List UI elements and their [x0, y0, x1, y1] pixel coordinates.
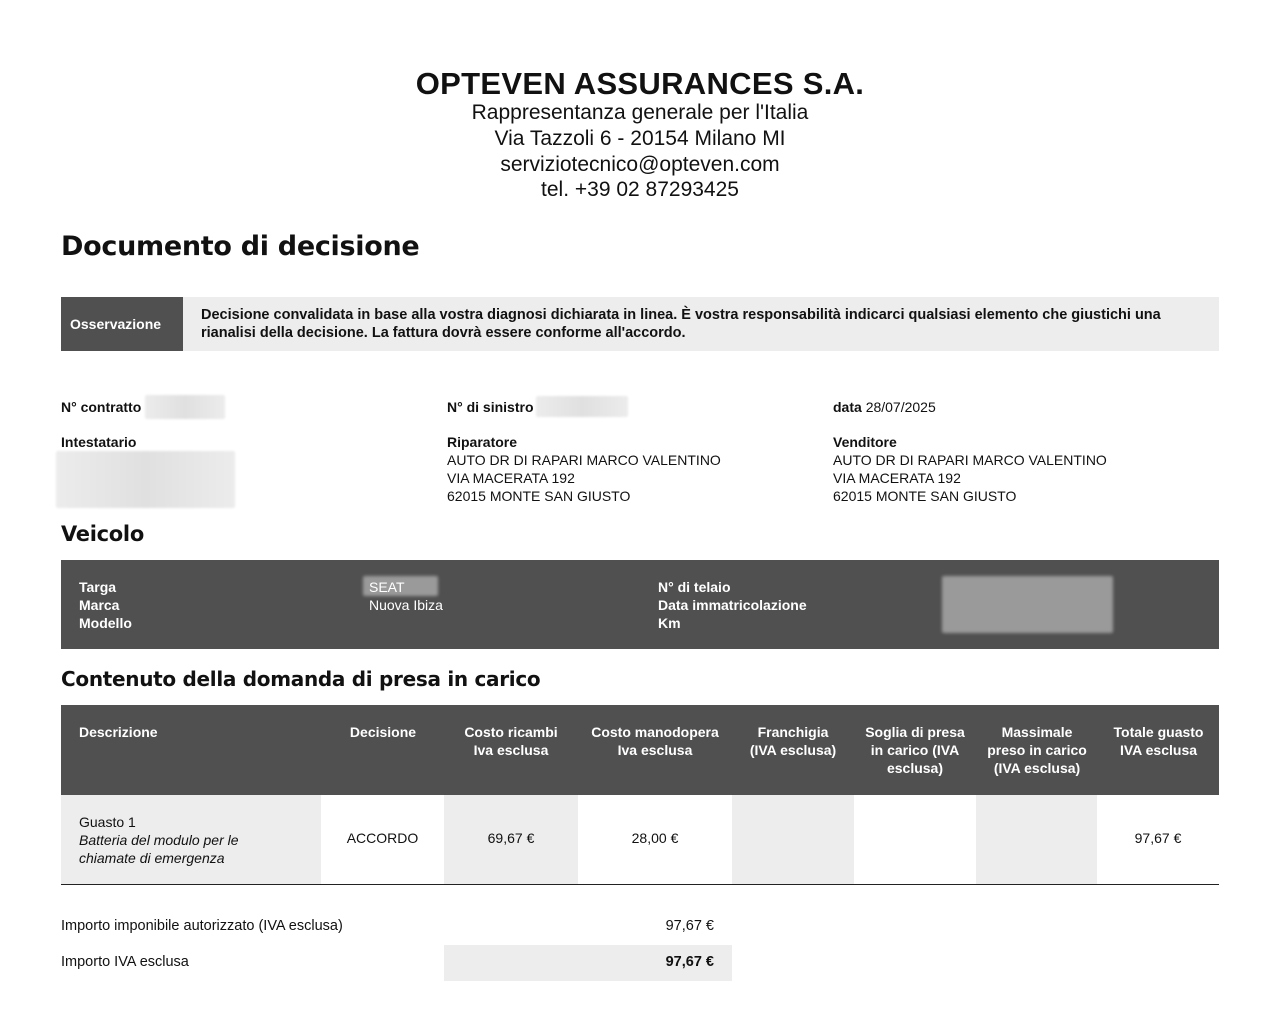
model-value: Nuova Ibiza [369, 597, 443, 613]
vehicle-box [61, 560, 1219, 649]
description-cell [61, 795, 321, 884]
deductible-cell [732, 795, 854, 884]
date-label: data [833, 399, 862, 415]
net-amount-value: 97,67 € [665, 954, 714, 970]
vin-label: N° di telaio [658, 579, 731, 595]
seller-city: 62015 MONTE SAN GIUSTO [833, 488, 1017, 504]
net-amount-label: Importo IVA esclusa [61, 954, 189, 970]
col-description: Descrizione [79, 724, 158, 740]
repairer-city: 62015 MONTE SAN GIUSTO [447, 488, 631, 504]
decision-cell [321, 795, 444, 884]
contract-label: N° contratto [61, 399, 142, 415]
taxable-amount-value: 97,67 € [665, 918, 714, 934]
company-address: Via Tazzoli 6 - 20154 Milano MI [494, 127, 786, 150]
make-value: SEAT [369, 579, 405, 595]
total-cell [1097, 795, 1219, 884]
km-label: Km [658, 615, 681, 631]
observation-text: Decisione convalidata in base alla vostra diagnosi dichiarata in linea. È vostra responsabilità indicarci qualsiasi elemento che giustichi una rianalisi della decisione. La fattura dovrà essere conforme all'accordo. [201, 307, 1161, 341]
taxable-amount-label: Importo imponibile autorizzato (IVA esclusa) [61, 918, 343, 934]
col-parts-cost: Costo ricambi Iva esclusa [464, 724, 558, 758]
col-deductible: Franchigia (IVA esclusa) [749, 724, 837, 758]
col-labor-cost: Costo manodopera Iva esclusa [591, 724, 719, 758]
date-value: 28/07/2025 [865, 399, 936, 415]
company-email: serviziotecnico@opteven.com [500, 153, 780, 176]
make-label: Marca [79, 597, 120, 613]
col-ceiling: Massimale preso in carico (IVA esclusa) [987, 724, 1087, 776]
fault-description-line2: chiamate di emergenza [79, 850, 225, 866]
seller-block [833, 433, 1107, 505]
vehicle-details-redacted [942, 576, 1113, 633]
col-threshold: Soglia di presa in carico (IVA esclusa) [865, 724, 965, 776]
seller-street: VIA MACERATA 192 [833, 470, 961, 486]
contract-number-redacted [145, 395, 225, 419]
holder-label: Intestatario [61, 434, 137, 450]
col-decision: Decisione [349, 724, 417, 740]
observation-box [61, 297, 1219, 351]
claim-table-header [61, 705, 1219, 795]
claim-number-redacted [536, 396, 628, 417]
ceiling-cell [976, 795, 1097, 884]
company-name: OPTEVEN ASSURANCES S.A. [415, 66, 865, 101]
seller-name: AUTO DR DI RAPARI MARCO VALENTINO [833, 452, 1107, 468]
claim-label: N° di sinistro [447, 399, 534, 415]
seller-label: Venditore [833, 434, 897, 450]
observation-label: Osservazione [61, 297, 183, 351]
company-phone: tel. +39 02 87293425 [541, 178, 739, 201]
page-title: Documento di decisione [61, 231, 420, 262]
col-total: Totale guasto IVA esclusa [1113, 724, 1204, 758]
parts-cost-value: 69,67 € [487, 830, 535, 846]
labor-cost-cell [578, 795, 732, 884]
registration-date-label: Data immatricolazione [658, 597, 807, 613]
table-row [61, 795, 1219, 885]
repairer-name: AUTO DR DI RAPARI MARCO VALENTINO [447, 452, 721, 468]
decision-value: ACCORDO [346, 830, 419, 846]
parts-cost-cell [444, 795, 578, 884]
fault-name: Guasto 1 [79, 814, 136, 830]
plate-label: Targa [79, 579, 117, 595]
holder-redacted [56, 451, 235, 508]
total-value: 97,67 € [1134, 830, 1182, 846]
company-subtitle: Rappresentanza generale per l'Italia [471, 101, 809, 124]
fault-description-line1: Batteria del modulo per le [79, 832, 239, 848]
labor-cost-value: 28,00 € [631, 830, 679, 846]
threshold-cell [854, 795, 976, 884]
model-label: Modello [79, 615, 132, 631]
repairer-block [447, 433, 721, 505]
claim-section-title: Contenuto della domanda di presa in carico [61, 667, 541, 691]
vehicle-section-title: Veicolo [61, 522, 144, 546]
repairer-label: Riparatore [447, 434, 518, 450]
repairer-street: VIA MACERATA 192 [447, 470, 575, 486]
